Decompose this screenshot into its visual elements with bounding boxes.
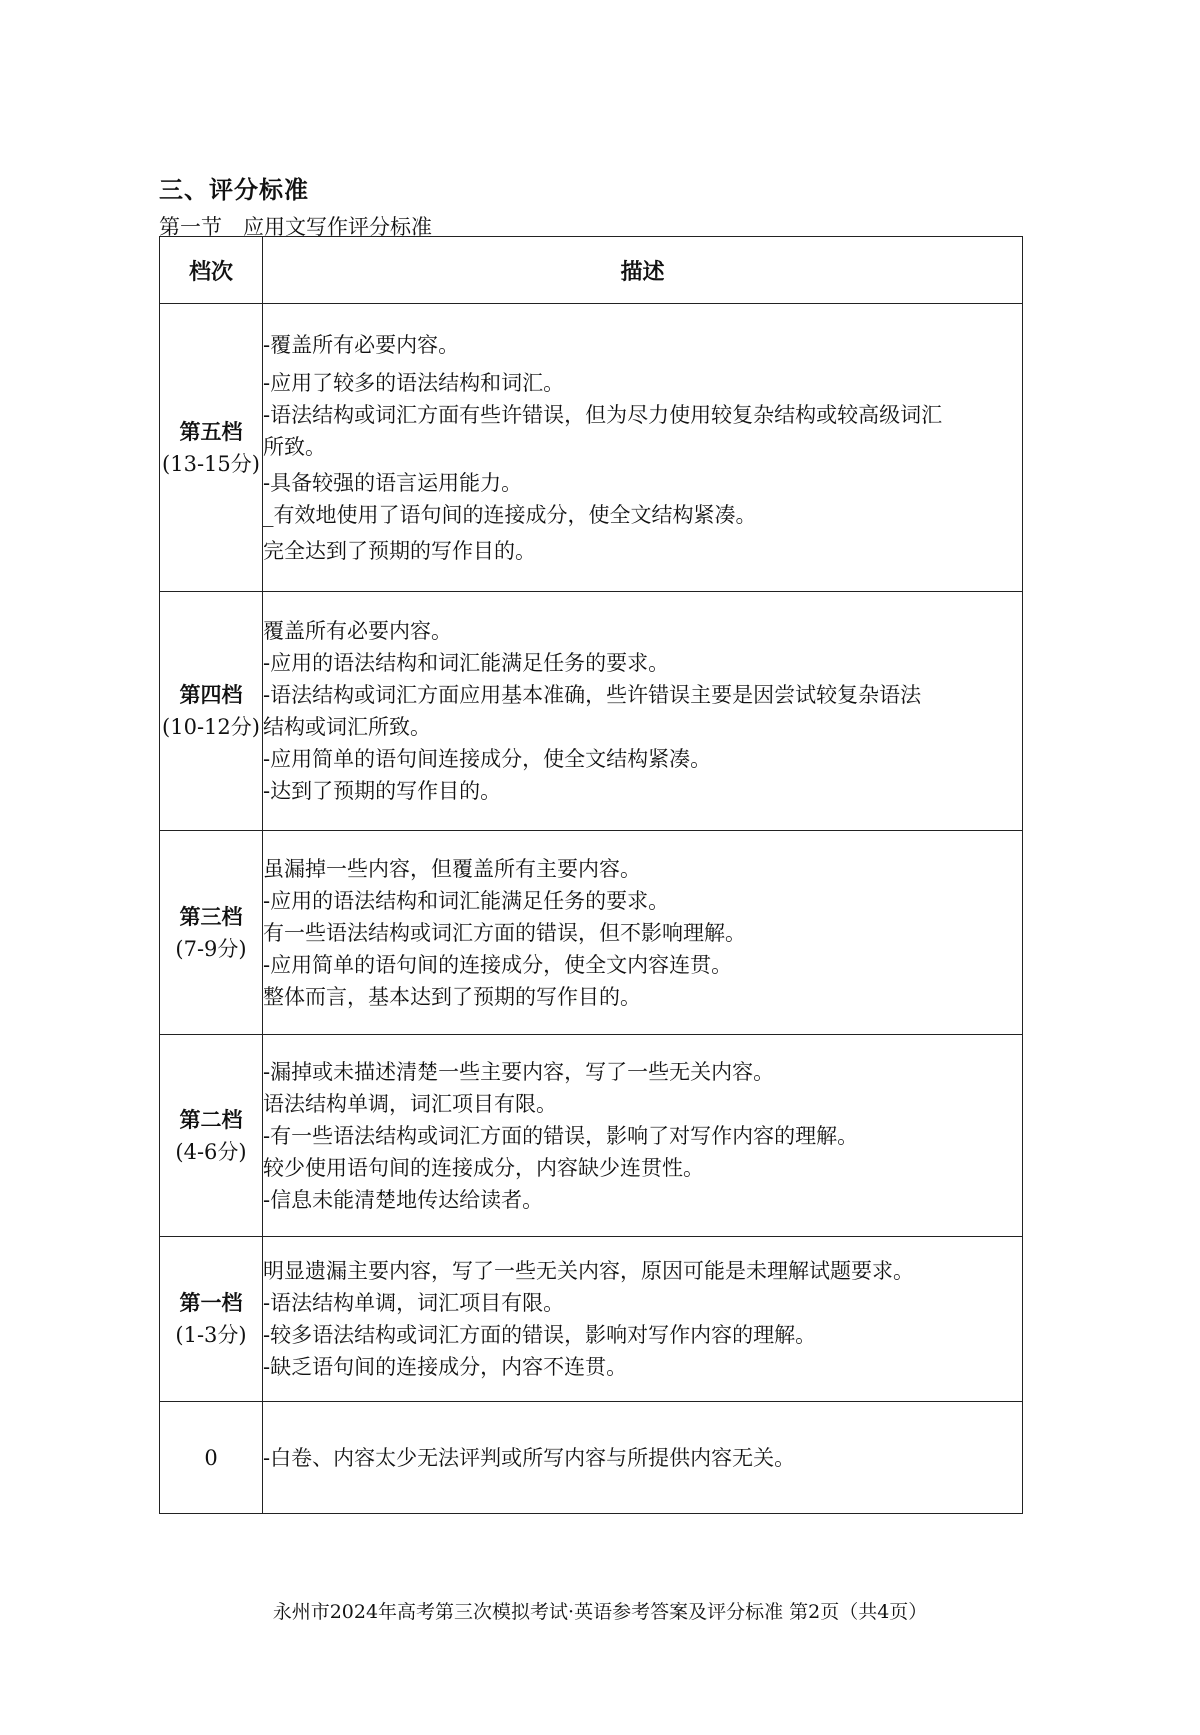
description-line: 覆盖所有必要内容。 xyxy=(263,619,452,643)
description-line: 整体而言，基本达到了预期的写作目的。 xyxy=(263,984,641,1009)
level-cell xyxy=(160,831,263,1035)
description-cell xyxy=(263,592,1023,831)
description-cell xyxy=(263,304,1023,592)
level-range: (1-3分) xyxy=(175,1323,247,1347)
level-range: (10-12分) xyxy=(162,715,260,739)
description-line: -应用简单的语句间连接成分，使全文结构紧凑。 xyxy=(263,747,712,771)
level-name: 第三档 xyxy=(179,904,243,929)
description-cell xyxy=(263,831,1023,1035)
level-cell xyxy=(160,1035,263,1237)
description-cell xyxy=(263,1402,1023,1514)
description-line: -缺乏语句间的连接成分，内容不连贯。 xyxy=(263,1355,628,1379)
description-line: -应用了较多的语法结构和词汇。 xyxy=(263,370,565,395)
header-description: 描述 xyxy=(263,237,1023,304)
header-level: 档次 xyxy=(160,237,263,304)
description-line: -语法结构单调，词汇项目有限。 xyxy=(263,1291,565,1315)
description-line: -语法结构或词汇方面应用基本准确，些许错误主要是因尝试较复杂语法 xyxy=(263,683,922,707)
description-line: -达到了预期的写作目的。 xyxy=(263,779,502,803)
table-row xyxy=(160,1402,1023,1514)
description-cell xyxy=(263,1237,1023,1402)
description-line: -白卷、内容太少无法评判或所写内容与所提供内容无关。 xyxy=(263,1445,796,1470)
description-line: 语法结构单调，词汇项目有限。 xyxy=(263,1091,557,1116)
description-line: -覆盖所有必要内容。 xyxy=(263,332,460,357)
level-cell xyxy=(160,592,263,831)
description-line: -语法结构或词汇方面有些许错误，但为尽力使用较复杂结构或较高级词汇 xyxy=(263,402,943,427)
level-name: 第四档 xyxy=(179,683,243,707)
level-name: 0 xyxy=(204,1445,218,1470)
description-line: -应用简单的语句间的连接成分，使全文内容连贯。 xyxy=(263,952,733,977)
page-footer: 永州市2024年高考第三次模拟考试·英语参考答案及评分标准 第2页（共4页） xyxy=(272,1601,928,1623)
level-name: 第五档 xyxy=(179,419,243,444)
scoring-table xyxy=(159,236,1023,1514)
level-name: 第二档 xyxy=(179,1107,243,1132)
description-line: _有效地使用了语句间的连接成分，使全文结构紧凑。 xyxy=(263,502,757,527)
table-row xyxy=(160,592,1023,831)
description-line: 较少使用语句间的连接成分，内容缺少连贯性。 xyxy=(263,1155,704,1180)
level-cell xyxy=(160,304,263,592)
description-line: -信息未能清楚地传达给读者。 xyxy=(263,1187,544,1212)
description-line: 所致。 xyxy=(263,434,326,459)
level-range: (4-6分) xyxy=(175,1139,247,1164)
level-cell xyxy=(160,1237,263,1402)
description-line: -有一些语法结构或词汇方面的错误，影响了对写作内容的理解。 xyxy=(263,1123,859,1148)
description-line: 有一些语法结构或词汇方面的错误，但不影响理解。 xyxy=(263,920,746,945)
description-line: -具备较强的语言运用能力。 xyxy=(263,470,523,495)
table-row xyxy=(160,1035,1023,1237)
table-header-row xyxy=(160,237,1023,304)
section-subheading: 第一节 应用文写作评分标准 xyxy=(159,215,432,239)
description-line: -应用的语法结构和词汇能满足任务的要求。 xyxy=(263,651,670,675)
description-cell xyxy=(263,1035,1023,1237)
table-row xyxy=(160,831,1023,1035)
description-line: -漏掉或未描述清楚一些主要内容，写了一些无关内容。 xyxy=(263,1059,775,1084)
level-range: (7-9分) xyxy=(175,936,247,961)
section-heading: 三、评分标准 xyxy=(159,176,309,204)
description-line: 完全达到了预期的写作目的。 xyxy=(263,538,536,563)
level-cell xyxy=(160,1402,263,1514)
description-line: -较多语法结构或词汇方面的错误，影响对写作内容的理解。 xyxy=(263,1323,817,1347)
table-row xyxy=(160,1237,1023,1402)
level-name: 第一档 xyxy=(179,1291,243,1315)
description-line: 结构或词汇所致。 xyxy=(263,715,431,739)
description-line: 明显遗漏主要内容，写了一些无关内容，原因可能是未理解试题要求。 xyxy=(263,1259,914,1283)
description-line: 虽漏掉一些内容，但覆盖所有主要内容。 xyxy=(263,856,641,881)
level-range: (13-15分) xyxy=(162,451,260,476)
description-line: -应用的语法结构和词汇能满足任务的要求。 xyxy=(263,888,670,913)
table-row xyxy=(160,304,1023,592)
